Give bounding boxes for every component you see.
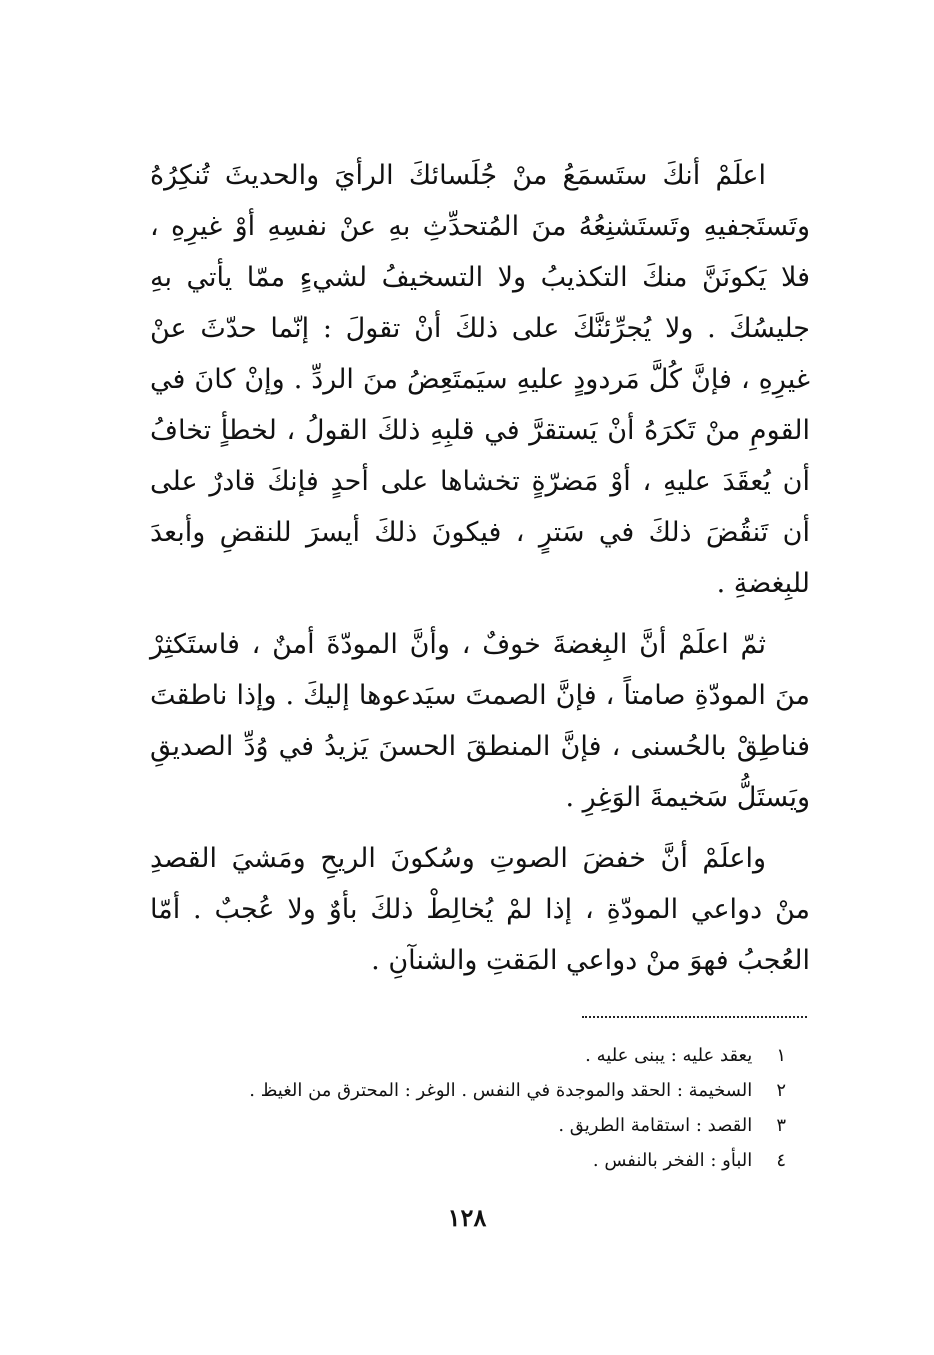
- footnote-1: [150, 1040, 810, 1071]
- footnote-text: يعقد عليه : يبنى عليه .: [585, 1045, 753, 1066]
- footnote-4: [150, 1145, 810, 1176]
- page-number: ١٢٨: [447, 1203, 487, 1232]
- footnote-text: البأو : الفخر بالنفس .: [592, 1150, 753, 1171]
- footnote-number: ٣: [776, 1115, 786, 1136]
- footnotes: [150, 1040, 810, 1180]
- footnote-number: ٤: [776, 1150, 786, 1171]
- paragraph-1: اعلَمْ أنكَ ستَسمَعُ منْ جُلَسائكَ الرأيَ والحديثَ تُنكِرُهُ وتَستَجفيهِ وتَستَشنِعُهُ منَ المُتحدِّثِ بهِ عنْ نفسِهِ أوْ غيرِهِ ، فلا يَكونَنَّ منكَ التكذيبُ ولا التسخيفُ لشيءٍ ممّا يأتي بهِ جليسُكَ . ولا يُجرِّئنَّكَ على ذلكَ أنْ تقولَ : إنّما حدّثَ عنْ غيرِهِ ، فإنَّ كُلَّ مَردودٍ عليهِ سيَمتَعِضُ منَ الردِّ . وإنْ كانَ في القومِ منْ تَكرَهُ أنْ يَستقرَّ في قلبِهِ ذلكَ القولُ ، لخطأٍ تخافُ أن يُعقَدَ عليهِ ، أوْ مَضرّةٍ تخشاها على أحدٍ فإنكَ قادرٌ على أن تَنقُضَ ذلكَ في سَترٍ ، فيكونَ ذلكَ أيسرَ للنقضِ وأبعدَ للبِغضةِ .: [150, 160, 810, 599]
- footnote-2: [150, 1075, 810, 1106]
- paragraph-3: واعلَمْ أنَّ خفضَ الصوتِ وسُكونَ الريحِ ومَشيَ القصدِ منْ دواعي المودّةِ ، إذا لمْ يُخالِطْ ذلكَ بأوٌ ولا عُجبٌ . أمّا العُجبُ فهوَ منْ دواعي المَقتِ والشنآنِ .: [150, 843, 810, 976]
- footnote-text: السخيمة : الحقد والموجدة في النفس . الوغر : المحترق من الغيظ .: [249, 1080, 753, 1101]
- footnote-3: [150, 1110, 810, 1141]
- main-text: [150, 150, 810, 996]
- footnote-separator: [582, 1016, 807, 1018]
- footnote-number: ٢: [776, 1080, 786, 1101]
- footnote-text: القصد : استقامة الطريق .: [558, 1115, 753, 1136]
- paragraph-2: ثمّ اعلَمْ أنَّ البِغضةَ خوفٌ ، وأنَّ المودّةَ أمنٌ ، فاستَكثِرْ منَ المودّةِ صامتاً ، فإنَّ الصمتَ سيَدعوها إليكَ . وإذا ناطقتَ فناطِقْ بالحُسنى ، فإنَّ المنطقَ الحسنَ يَزيدُ في وُدِّ الصديقِ ويَستَلُّ سَخيمةَ الوَغِرِ .: [150, 629, 810, 813]
- footnote-number: ١: [776, 1045, 786, 1066]
